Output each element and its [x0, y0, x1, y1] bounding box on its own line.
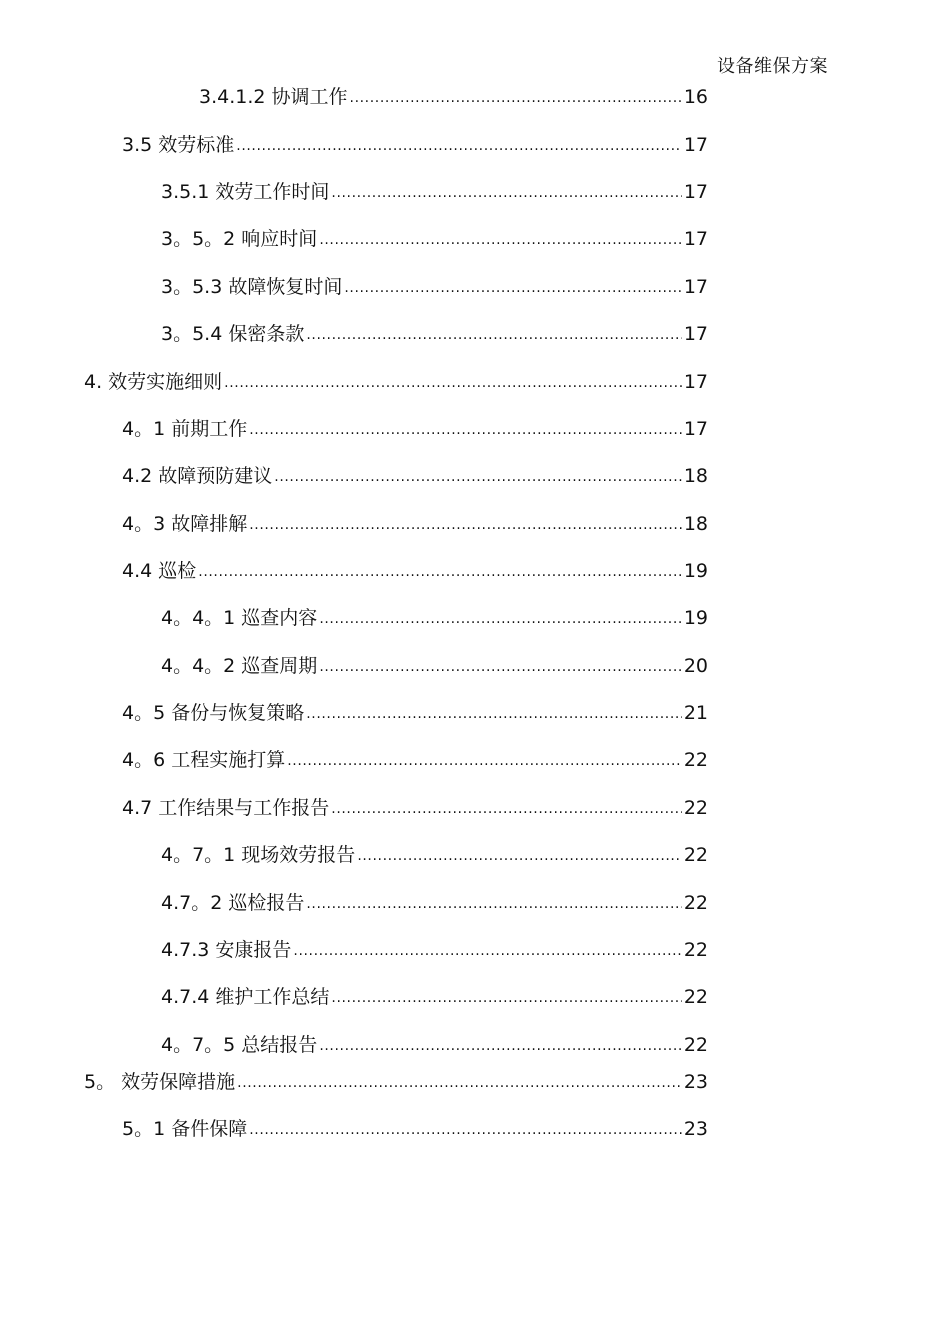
toc-entry-label: 4。5 备份与恢复策略	[122, 702, 305, 724]
toc-entry-page: 22	[683, 844, 708, 866]
toc-dot-leader	[236, 134, 682, 158]
toc-entry[interactable]	[161, 606, 708, 632]
toc-entry[interactable]	[122, 464, 708, 490]
toc-dot-leader	[331, 181, 681, 205]
toc-dot-leader	[350, 86, 682, 110]
toc-entry[interactable]	[161, 275, 708, 301]
toc-entry[interactable]	[122, 559, 708, 585]
toc-entry-page: 17	[683, 181, 708, 203]
toc-entry[interactable]	[161, 985, 708, 1011]
toc-entry-label: 4。4。1 巡查内容	[161, 607, 318, 629]
toc-entry[interactable]	[199, 85, 708, 111]
toc-entry-label: 5。 效劳保障措施	[84, 1071, 236, 1093]
toc-dot-leader	[237, 1071, 682, 1095]
toc-entry-page: 16	[683, 86, 708, 108]
toc-entry-label: 4。7。5 总结报告	[161, 1034, 318, 1056]
toc-entry-page: 23	[683, 1118, 708, 1140]
toc-dot-leader	[198, 560, 682, 584]
toc-entry-label: 4.7.3 安康报告	[161, 939, 292, 961]
toc-entry-label: 4。3 故障排解	[122, 513, 248, 535]
toc-entry-label: 4。4。2 巡查周期	[161, 655, 318, 677]
toc-entry[interactable]	[161, 322, 708, 348]
toc-dot-leader	[293, 939, 681, 963]
toc-entry-page: 17	[683, 371, 708, 393]
toc-entry-page: 20	[683, 655, 708, 677]
toc-dot-leader	[319, 655, 682, 679]
toc-entry-page: 17	[683, 323, 708, 345]
toc-entry-page: 22	[683, 986, 708, 1008]
toc-dot-leader	[306, 702, 682, 726]
toc-entry[interactable]	[161, 180, 708, 206]
toc-dot-leader	[319, 607, 682, 631]
toc-entry-label: 3.4.1.2 协调工作	[199, 86, 348, 108]
toc-entry[interactable]	[122, 512, 708, 538]
toc-entry-label: 3.5.1 效劳工作时间	[161, 181, 330, 203]
toc-entry[interactable]	[122, 133, 708, 159]
toc-entry-page: 22	[683, 939, 708, 961]
toc-entry[interactable]	[161, 891, 708, 917]
toc-entry-label: 4.7。2 巡检报告	[161, 892, 305, 914]
toc-entry-label: 4.4 巡检	[122, 560, 197, 582]
toc-entry-page: 22	[683, 749, 708, 771]
toc-entry-page: 19	[683, 560, 708, 582]
toc-entry[interactable]	[122, 1117, 708, 1143]
toc-entry[interactable]	[122, 417, 708, 443]
toc-entry[interactable]	[161, 654, 708, 680]
toc-dot-leader	[224, 371, 682, 395]
toc-entry-label: 4。1 前期工作	[122, 418, 248, 440]
toc-dot-leader	[274, 465, 682, 489]
toc-entry[interactable]	[122, 796, 708, 822]
toc-entry-label: 3。5.4 保密条款	[161, 323, 305, 345]
toc-entry-page: 17	[683, 418, 708, 440]
toc-entry[interactable]	[161, 938, 708, 964]
toc-entry-page: 22	[683, 892, 708, 914]
toc-entry-page: 17	[683, 228, 708, 250]
toc-entry-page: 21	[683, 702, 708, 724]
toc-entry[interactable]	[122, 748, 708, 774]
toc-entry-label: 4.2 故障预防建议	[122, 465, 273, 487]
toc-dot-leader	[331, 797, 682, 821]
toc-dot-leader	[319, 228, 682, 252]
page-header-title: 设备维保方案	[717, 56, 828, 77]
toc-entry-page: 22	[683, 797, 708, 819]
toc-entry[interactable]	[161, 227, 708, 253]
toc-dot-leader	[357, 844, 682, 868]
toc-entry-page: 22	[683, 1034, 708, 1056]
toc-dot-leader	[319, 1034, 682, 1058]
toc-entry-label: 5。1 备件保障	[122, 1118, 248, 1140]
toc-dot-leader	[249, 1118, 682, 1142]
toc-entry[interactable]	[84, 370, 708, 396]
toc-entry-label: 4. 效劳实施细则	[84, 371, 223, 393]
toc-dot-leader	[344, 276, 681, 300]
toc-dot-leader	[306, 323, 681, 347]
toc-entry-label: 3。5。2 响应时间	[161, 228, 318, 250]
toc-entry[interactable]	[161, 1033, 708, 1059]
toc-entry-page: 17	[683, 276, 708, 298]
toc-dot-leader	[287, 749, 682, 773]
toc-entry-page: 18	[683, 465, 708, 487]
toc-entry[interactable]	[161, 843, 708, 869]
toc-entry-page: 18	[683, 513, 708, 535]
toc-dot-leader	[306, 892, 681, 916]
toc-dot-leader	[249, 513, 682, 537]
toc-entry-label: 4。7。1 现场效劳报告	[161, 844, 356, 866]
toc-entry-label: 4.7.4 维护工作总结	[161, 986, 330, 1008]
toc-dot-leader	[331, 986, 681, 1010]
toc-entry-label: 4。6 工程实施打算	[122, 749, 286, 771]
toc-entry-page: 23	[683, 1071, 708, 1093]
toc-dot-leader	[249, 418, 682, 442]
toc-entry-page: 19	[683, 607, 708, 629]
toc-entry-label: 4.7 工作结果与工作报告	[122, 797, 330, 819]
toc-entry[interactable]	[84, 1070, 708, 1096]
toc-entry-label: 3。5.3 故障恢复时间	[161, 276, 343, 298]
toc-entry[interactable]	[122, 701, 708, 727]
toc-entry-label: 3.5 效劳标准	[122, 134, 235, 156]
toc-entry-page: 17	[683, 134, 708, 156]
